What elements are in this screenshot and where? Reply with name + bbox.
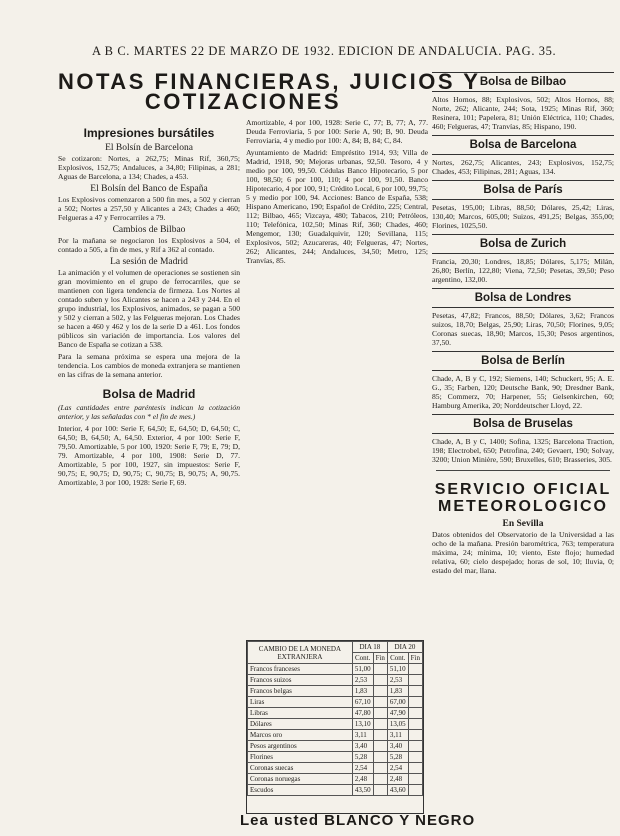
table-row bbox=[248, 763, 423, 774]
table-cell-c: 2,53 bbox=[387, 675, 408, 686]
table-row bbox=[248, 675, 423, 686]
table-row bbox=[248, 785, 423, 796]
table-day2: DIA 20 bbox=[387, 642, 422, 653]
table-cell-c: 2,54 bbox=[387, 763, 408, 774]
table-cell-d bbox=[408, 686, 422, 697]
table-cell-name: Pesos argentinos bbox=[248, 741, 353, 752]
table-cell-name: Dólares bbox=[248, 719, 353, 730]
meteo-heading bbox=[432, 481, 614, 515]
page-header: A B C. MARTES 22 DE MARZO DE 1932. EDICION DE ANDALUCIA. PAG. 35. bbox=[92, 44, 557, 58]
table-cell-b bbox=[373, 741, 387, 752]
table-cell-b bbox=[373, 708, 387, 719]
table-cell-name: Francos suizos bbox=[248, 675, 353, 686]
bruselas-title: Bolsa de Bruselas bbox=[432, 414, 614, 434]
table-cell-b bbox=[373, 774, 387, 785]
bilbao-cambios-text: Por la mañana se negociaron los Explosivos a 504, el contado a 505, a fin de mes, y Rif a 362 al contado. bbox=[58, 236, 240, 254]
zurich-text: Francia, 20,30; Londres, 18,85; Dólares, 5,175; Milán, 26,80; Berlín, 122,80; Viena, 72,50; Pesetas, 39,50; Peso argentino, 132,00. bbox=[432, 257, 614, 284]
table-cell-name: Florines bbox=[248, 752, 353, 763]
table-cell-d bbox=[408, 697, 422, 708]
table-cell-c: 67,00 bbox=[387, 697, 408, 708]
table-cell-c: 3,40 bbox=[387, 741, 408, 752]
table-cell-a: 43,50 bbox=[352, 785, 373, 796]
table-cell-c: 51,10 bbox=[387, 664, 408, 675]
table-cell-a: 1,83 bbox=[352, 686, 373, 697]
table-row bbox=[248, 741, 423, 752]
bilbao-title: Bolsa de Bilbao bbox=[432, 72, 614, 92]
barcelona-text: Nortes, 262,75; Alicantes, 243; Explosivos, 152,75; Chades, 453; Filipinas, 281; Aguas, 134. bbox=[432, 158, 614, 176]
table-cell-name: Francos franceses bbox=[248, 664, 353, 675]
sesion-madrid-title: La sesión de Madrid bbox=[110, 257, 188, 267]
table-cell-a: 2,48 bbox=[352, 774, 373, 785]
column-1 bbox=[58, 120, 240, 832]
col2-text-1: Amortizable, 4 por 100, 1928: Serie C, 77; B, 77; A, 77. Deuda Ferroviaria, 5 por 100: Serie A, 90; B, 90. Deuda Ferroviaria, 4 y medio por 100: A, 84; B, 84; C, 84. bbox=[246, 118, 428, 145]
table-row bbox=[248, 730, 423, 741]
sevilla-text: Datos obtenidos del Observatorio de la Universidad a las ocho de la mañana. Presión barométrica, 763; temperatura máxima, 24; mínima, 10; viento, Este flojo; humedad relativa, 60; cielo despejado; horas de sol, 10; lluvia, 0; estado del mar, llana. bbox=[432, 530, 614, 575]
table-row bbox=[248, 719, 423, 730]
table-cell-b bbox=[373, 719, 387, 730]
table-row bbox=[248, 774, 423, 785]
table-sub1: Cont. bbox=[352, 653, 373, 664]
table-cell-c: 2,48 bbox=[387, 774, 408, 785]
table-sub2: Fin bbox=[373, 653, 387, 664]
bolsa-madrid-note: (Las cantidades entre paréntesis indican la cotización anterior, y las señaladas con * el fin de mes.) bbox=[58, 403, 240, 421]
table-cell-d bbox=[408, 719, 422, 730]
advertisement: Lea usted BLANCO Y NEGRO bbox=[240, 812, 476, 829]
table-title: CAMBIO DE LA MONEDA EXTRANJERA bbox=[248, 642, 353, 664]
table-cell-d bbox=[408, 785, 422, 796]
table-cell-c: 3,11 bbox=[387, 730, 408, 741]
barcelona-bolsin-title: El Bolsín de Barcelona bbox=[105, 143, 193, 153]
paris-text: Pesetas, 195,00; Libras, 88,50; Dólares, 25,42; Liras, 130,40; Marcos, 605,00; Suizos, 491,25; Belgas, 355,00; Florines, 1025,50. bbox=[432, 203, 614, 230]
main-heading-line1: NOTAS FINANCIERAS, JUICIOS Y bbox=[58, 69, 481, 94]
table-row bbox=[248, 697, 423, 708]
main-heading-line2: COTIZACIONES bbox=[144, 89, 342, 114]
table-cell-c: 47,90 bbox=[387, 708, 408, 719]
table-cell-name: Escudos bbox=[248, 785, 353, 796]
table-cell-a: 2,54 bbox=[352, 763, 373, 774]
table-row bbox=[248, 664, 423, 675]
table-cell-a: 13,10 bbox=[352, 719, 373, 730]
main-heading bbox=[58, 69, 481, 114]
table-cell-a: 67,10 bbox=[352, 697, 373, 708]
table-cell-b bbox=[373, 763, 387, 774]
table-cell-d bbox=[408, 664, 422, 675]
bilbao-text: Altos Hornos, 88; Explosivos, 502; Altos Hornos, 88; Norte, 262; Alicante, 244; Sota, 1925; Minas Rif, 360; Resinera, 101; Papelera, 81; Unión Eléctrica, 110; Chades, 460; Felgueras, 47; Tranvías, 85; Hispano, 190. bbox=[432, 95, 614, 131]
table-cell-d bbox=[408, 774, 422, 785]
meteo-heading-line2: METEOROLOGICO bbox=[438, 498, 608, 515]
paris-title: Bolsa de París bbox=[432, 180, 614, 200]
col2-text-2: Ayuntamiento de Madrid: Empréstito 1914, 93; Villa de Madrid, 1918, 90; Mejoras urbanas, 92,50. Tesoro, 4 y medio por 100, 99,50. Cédulas Banco Hipotecario, 5 por 100, 98,50; 6 por 100, 110; 4 por 100, 91,50. Banco Hipotecario, 4 por 100, 91; Crédito Local, 6 por 100, 99,75; 5 y medio por 100, 94. Acciones: Banco de España, 538; Hispano Americano, 190; Español de Crédito, 225; Central, 112; Bilbao, 465; Vizcaya, 480; Tabacos, 210; Petróleos, 110; Telefónica, 102,50; Minas Rif, 360; Chades, 460; Mengemor, 130; Guadalquivir, 120; Sevillana, 115; Explosivos, 502; Azucareras, 40; Felgueras, 47; Nortes, 262; Alicantes, 244; Andaluces, 34,50; Metro, 125; Tranvías, 85. bbox=[246, 148, 429, 265]
table-cell-d bbox=[408, 741, 422, 752]
table-cell-d bbox=[408, 730, 422, 741]
table-cell-c: 5,28 bbox=[387, 752, 408, 763]
table-cell-d bbox=[408, 708, 422, 719]
bilbao-cambios-title: Cambios de Bilbao bbox=[112, 225, 186, 235]
table-cell-b bbox=[373, 686, 387, 697]
table-cell-name: Francos belgas bbox=[248, 686, 353, 697]
londres-text: Pesetas, 47,82; Francos, 88,50; Dólares, 3,62; Francos suizos, 18,70; Belgas, 25,90; Liras, 70,50; Florines, 9,05; Coronas suecas, 18,90; Marcos, 15,30; Pesos argentinos, 37,50. bbox=[432, 311, 614, 347]
sevilla-title: En Sevilla bbox=[502, 519, 544, 529]
banco-bolsin-text: Los Explosivos comenzaron a 500 fin mes, a 502 y cierran a 502; Nortes a 257,50 y Alicantes a 243; Chades a 460; Felgueras a 47 y Ferrocarriles a 79. bbox=[58, 195, 240, 222]
banco-bolsin-title: El Bolsín del Banco de España bbox=[90, 184, 208, 194]
meteo-heading-line1: SERVICIO OFICIAL bbox=[434, 481, 612, 498]
table-cell-b bbox=[373, 730, 387, 741]
impresiones-title: Impresiones bursátiles bbox=[83, 126, 215, 140]
table-cell-a: 51,00 bbox=[352, 664, 373, 675]
sesion-madrid-text: La animación y el volumen de operaciones se sostienen sin gran movimiento en el grupo de ferrocarriles, que se mantienen con ligera tendencia de firmeza. Los Nortes al contado suben y los Alicantes se hacen a 243 y 244. En el grupo industrial, los Explosivos, animados, se pagan a 500 y 502 y cierran a 502, y las Felgueras mejoran. Los Chades se hacen a 460 y 462 y los de la serie D a 461. Los fondos públicos sin variación de importancia. Los valores del Banco de España se cotizan a 538. bbox=[58, 268, 240, 349]
semana-text: Para la semana próxima se espera una mejora de la tendencia. Los cambios de moneda extranjera se mantienen en las cifras de la semana anterior. bbox=[58, 352, 240, 379]
table-cell-b bbox=[373, 675, 387, 686]
table-cell-a: 47,80 bbox=[352, 708, 373, 719]
londres-title: Bolsa de Londres bbox=[432, 288, 614, 308]
column-2 bbox=[246, 118, 428, 638]
table-cell-name: Marcos oro bbox=[248, 730, 353, 741]
bolsa-madrid-title: Bolsa de Madrid bbox=[102, 387, 196, 401]
table-row bbox=[248, 708, 423, 719]
table-cell-a: 2,53 bbox=[352, 675, 373, 686]
currency-table bbox=[246, 640, 424, 814]
berlin-text: Chade, A, B y C, 192; Siemens, 140; Schuckert, 95; A. E. G., 35; Farben, 120; Deutsche Bank, 90; Dresdner Bank, 85; Commerz, 70; Harpener, 55; Gelsenkirchen, 60; Hamburg Amerika, 20; Norddeutscher Lloyd, 22. bbox=[432, 374, 614, 410]
table-cell-a: 3,11 bbox=[352, 730, 373, 741]
table-cell-d bbox=[408, 763, 422, 774]
table-cell-b bbox=[373, 664, 387, 675]
table-cell-name: Liras bbox=[248, 697, 353, 708]
table-body bbox=[248, 664, 423, 796]
table-row bbox=[248, 752, 423, 763]
table-cell-a: 5,28 bbox=[352, 752, 373, 763]
table-sub3: Cont. bbox=[387, 653, 408, 664]
table-cell-b bbox=[373, 697, 387, 708]
table-cell-d bbox=[408, 675, 422, 686]
table-cell-c: 43,60 bbox=[387, 785, 408, 796]
barcelona-bolsin-text: Se cotizaron: Nortes, a 262,75; Minas Rif, 360,75; Explosivos, 152,75; Andaluces, a 34,80; Filipinas, a 281; Aguas de Barcelona, a 134; Chades, a 453. bbox=[58, 154, 240, 181]
table-cell-b bbox=[373, 785, 387, 796]
table-cell-c: 13,05 bbox=[387, 719, 408, 730]
table-cell-name: Libras bbox=[248, 708, 353, 719]
table-cell-name: Coronas suecas bbox=[248, 763, 353, 774]
table-cell-c: 1,83 bbox=[387, 686, 408, 697]
barcelona-title: Bolsa de Barcelona bbox=[432, 135, 614, 155]
berlin-title: Bolsa de Berlín bbox=[432, 351, 614, 371]
bolsa-madrid-text: Interior, 4 por 100: Serie F, 64,50; E, 64,50; D, 64,50; C, 64,50; B, 64,50; A, 64,50. Exterior, 4 por 100: Serie F, 79,50. Amortizable, 5 por 100, 1920: Serie F, 79; E, 79; D, 79. Amortizable, 4 por 100, 1908: Serie D, 77. Amortizable, 5 por 100, 1927, sin impuestos: Serie F, 90,75; E, 90,75; D, 90,75; C, 90,75; B, 90,75; A, 90,75. Amortizable, 3 por 100, 1928: Serie F, 69. bbox=[58, 424, 240, 487]
table-cell-a: 3,40 bbox=[352, 741, 373, 752]
table-cell-name: Coronas noruegas bbox=[248, 774, 353, 785]
zurich-title: Bolsa de Zurich bbox=[432, 234, 614, 254]
bruselas-text: Chade, A, B y C, 1400; Sofina, 1325; Barcelona Traction, 198; Electrobel, 650; Petrofina, 240; Gevaert, 190; Solvay, 3200; Union Minière, 590; Bruxelles, 610; Brasseries, 305. bbox=[432, 437, 614, 464]
divider bbox=[436, 470, 610, 471]
table-row bbox=[248, 686, 423, 697]
column-3 bbox=[432, 68, 614, 832]
table-day1: DIA 18 bbox=[352, 642, 387, 653]
table-cell-d bbox=[408, 752, 422, 763]
table-sub4: Fin bbox=[408, 653, 422, 664]
table-cell-b bbox=[373, 752, 387, 763]
